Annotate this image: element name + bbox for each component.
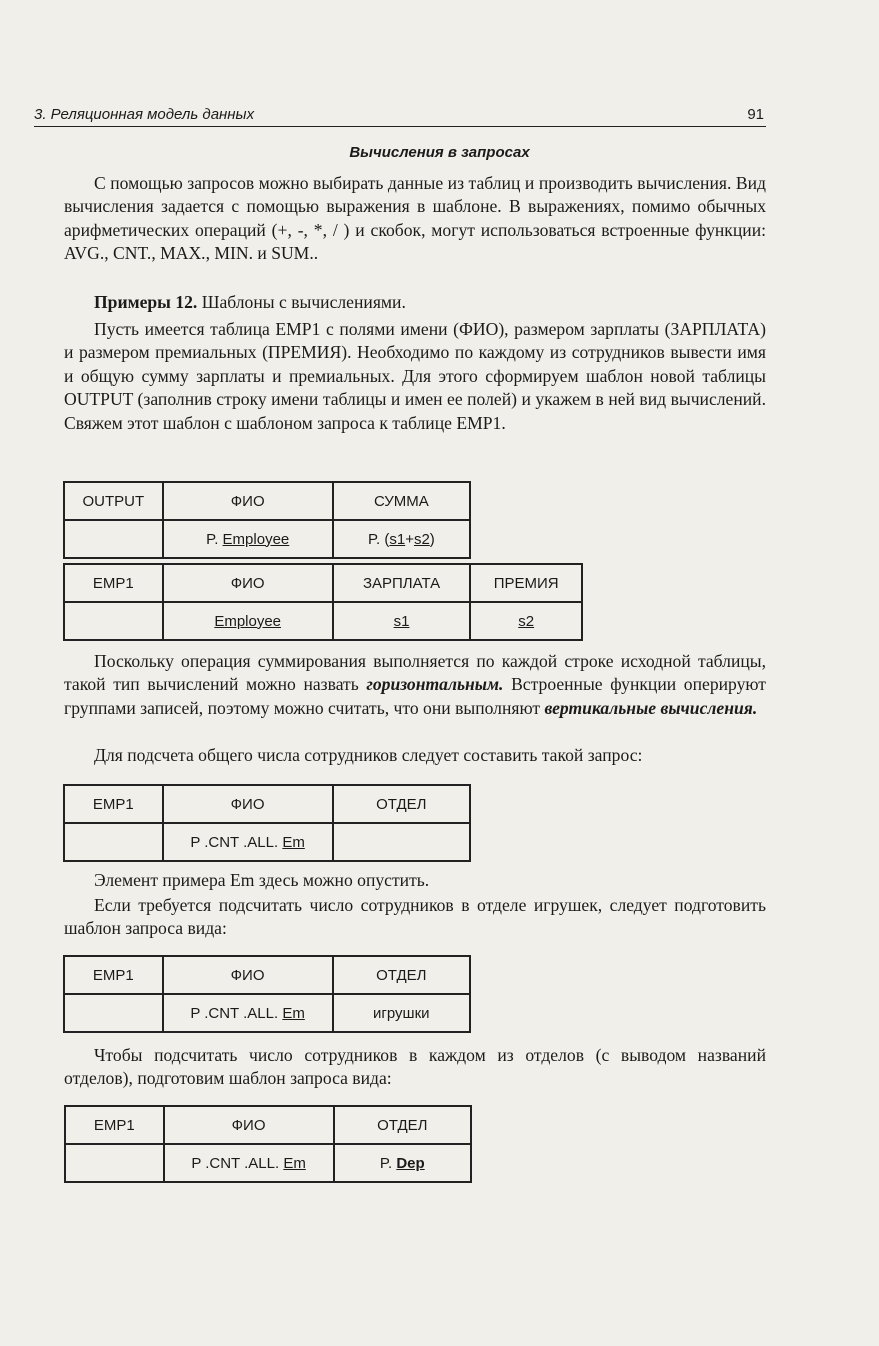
- emp1-count-table: [63, 784, 471, 862]
- table-header-row: [64, 564, 582, 602]
- term-horizontal: горизонтальным.: [366, 674, 504, 695]
- example-element: s2: [518, 612, 535, 630]
- example-element: s2: [413, 530, 430, 548]
- table-header-row: [64, 785, 470, 823]
- example-element: Em: [282, 1004, 305, 1022]
- column-header: ФИО: [163, 482, 333, 520]
- column-header: ФИО: [163, 956, 333, 994]
- table-row: [64, 823, 470, 861]
- table-name-cell: EMP1: [65, 1106, 164, 1144]
- table-name-cell: EMP1: [64, 956, 163, 994]
- column-header: ФИО: [164, 1106, 334, 1144]
- paragraph-intro: С помощью запросов можно выбирать данные из таблиц и производить вычисления. Вид вычисления задается с помощью выражения в шаблоне. В выражениях, помимо обычных арифметических операций (+, -, *, / ) и скобок, могут использоваться встроенные функции: AVG., CNT., MAX., MIN. и SUM..: [64, 173, 766, 264]
- paragraph-computation-types: Поскольку операция суммирования выполняется по каждой строке исходной таблицы, такой тип вычислений можно назвать горизонтальным. Встроенные функции оперируют группами записей, поэтому можно считать, что они выполняют вертикальные вычисления.: [64, 651, 766, 718]
- table-cell: игрушки: [333, 994, 470, 1032]
- example-element: Em: [283, 1154, 306, 1172]
- paragraph-count-query: Для подсчета общего числа сотрудников следует составить такой запрос:: [94, 745, 643, 765]
- example-element: Employee: [222, 530, 290, 548]
- output-template-table: [63, 481, 471, 559]
- section-title: Вычисления в запросах: [349, 144, 530, 161]
- paragraph-emp1-description: Пусть имеется таблица EMP1 с полями имени (ФИО), размером зарплаты (ЗАРПЛАТА) и размером премиальных (ПРЕМИЯ). Необходимо по каждому из сотрудников вывести имя и общую сумму зарплаты и премиальных. Для этого сформируем шаблон новой таблицы OUTPUT (заполнив строку имени таблицы и имен ее полей) и укажем в ней вид вычислений. Свяжем этот шаблон с шаблоном запроса к таблице EMP1.: [64, 319, 766, 433]
- examples-label: Примеры 12.: [94, 292, 198, 312]
- table-cell: [64, 823, 163, 861]
- table-cell: P. (s1+s2): [333, 520, 470, 558]
- table-cell: [64, 602, 163, 640]
- table-header-row: [64, 482, 470, 520]
- table-cell: P .CNT .ALL. Em: [163, 823, 333, 861]
- table-row: [64, 994, 470, 1032]
- table-cell: [333, 823, 470, 861]
- emp1-salary-table: [63, 563, 583, 641]
- table-cell: P .CNT .ALL. Em: [164, 1144, 334, 1182]
- emp1-toys-table: [63, 955, 471, 1033]
- table-row: [64, 520, 470, 558]
- paragraph-examples: [64, 291, 766, 314]
- table-cell: [333, 602, 471, 640]
- running-header: [34, 104, 766, 127]
- column-header: ПРЕМИЯ: [470, 564, 582, 602]
- example-element: Dep: [396, 1154, 425, 1172]
- table-cell: [64, 520, 163, 558]
- example-element: Employee: [214, 612, 282, 630]
- paragraph-example-note: Элемент примера Em здесь можно опустить.: [94, 870, 430, 890]
- table-name-cell: OUTPUT: [64, 482, 163, 520]
- page-number: 91: [747, 106, 764, 123]
- table-header-row: [65, 1106, 471, 1144]
- examples-text: Шаблоны с вычислениями.: [197, 292, 406, 312]
- example-element: s1: [389, 530, 406, 548]
- column-header: ОТДЕЛ: [333, 785, 470, 823]
- example-element: Em: [282, 833, 305, 851]
- table-header-row: [64, 956, 470, 994]
- column-header: СУММА: [333, 482, 470, 520]
- table-cell: [65, 1144, 164, 1182]
- table-cell: [64, 994, 163, 1032]
- table-cell: [470, 602, 582, 640]
- example-element: s1: [393, 612, 410, 630]
- chapter-title: 3. Реляционная модель данных: [34, 106, 255, 123]
- column-header: ОТДЕЛ: [334, 1106, 471, 1144]
- column-header: ФИО: [163, 564, 333, 602]
- table-cell: P. Dep: [334, 1144, 471, 1182]
- table-cell: P .CNT .ALL. Em: [163, 994, 333, 1032]
- table-name-cell: EMP1: [64, 785, 163, 823]
- paragraph-department-query: Если требуется подсчитать число сотрудников в отделе игрушек, следует подготовить шаблон запроса вида:: [64, 895, 766, 939]
- column-header: ЗАРПЛАТА: [333, 564, 471, 602]
- column-header: ФИО: [163, 785, 333, 823]
- paragraph-per-department: Чтобы подсчитать число сотрудников в каждом из отделов (с выводом названий отделов), подготовим шаблон запроса вида:: [64, 1045, 766, 1089]
- table-row: [65, 1144, 471, 1182]
- emp1-by-department-table: [64, 1105, 472, 1183]
- table-name-cell: EMP1: [64, 564, 163, 602]
- table-cell: P. Employee: [163, 520, 333, 558]
- table-cell: [163, 602, 333, 640]
- column-header: ОТДЕЛ: [333, 956, 470, 994]
- term-vertical: вертикальные вычисления.: [544, 697, 758, 718]
- table-row: [64, 602, 582, 640]
